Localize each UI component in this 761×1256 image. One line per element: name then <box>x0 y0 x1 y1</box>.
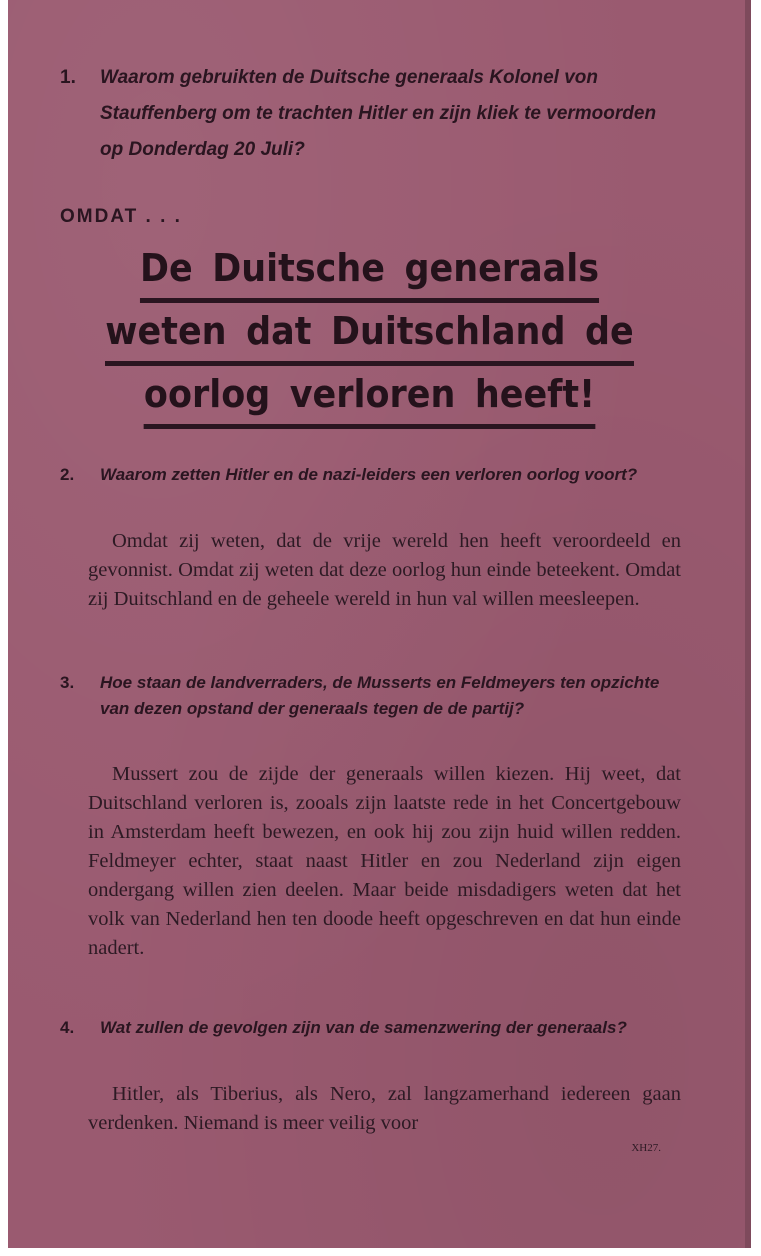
question-text: Hoe staan de landverraders, de Musserts en Feldmeyers ten opzichte van dezen opstand der generaals tegen de de partij? <box>100 673 660 718</box>
answer-2 <box>88 527 681 614</box>
answer-text: Omdat zij weten, dat de vrije wereld hen heeft veroordeeld en gevonnist. Omdat zij weten dat deze oorlog hun einde beteekent. Omdat zij Duitschland en de geheele wereld in hun val willen meesleepen. <box>88 530 681 610</box>
answer-text: Hitler, als Tiberius, als Nero, zal langzamerhand iedereen gaan verdenken. Niemand is meer veilig voor <box>88 1083 681 1134</box>
question-text: Waarom zetten Hitler en de nazi-leiders een verloren oorlog voort? <box>100 465 638 484</box>
question-1 <box>60 60 681 168</box>
headline <box>74 246 666 435</box>
question-number: 2. <box>60 465 75 484</box>
question-text: Waarom gebruikten de Duitsche generaals Kolonel von Stauffenberg om te trachten Hitler en zijn kliek te vermoorden op Donderdag 20 Juli? <box>100 67 657 160</box>
question-number: 3. <box>60 673 75 692</box>
leaflet-page <box>8 0 751 1248</box>
answer-text: Mussert zou de zijde der generaals willen kiezen. Hij weet, dat Duitschland verloren is, zooals zijn laatste rede in het Concertgebouw in Amsterdam heeft bewezen, en ook hij zou zijn huid willen redden. Feldmeyer echter, staat naast Hitler en zou Nederland zijn eigen ondergang willen zien deelen. Maar beide misdadigers weten dat het volk van Nederland hen ten doode heeft opgeschreven en dat hun einde nadert. <box>88 763 681 959</box>
question-4 <box>60 1015 681 1041</box>
answer-3 <box>88 760 681 963</box>
headline-line-3: oorlog verloren heeft! <box>144 372 595 429</box>
question-number: 1. <box>60 67 76 88</box>
leaflet-code: XH27. <box>631 1142 661 1154</box>
question-2 <box>60 462 681 488</box>
question-text: Wat zullen de gevolgen zijn van de samenzwering der generaals? <box>100 1018 627 1037</box>
answer-4 <box>88 1080 681 1138</box>
headline-line-1: De Duitsche generaals <box>140 246 599 303</box>
headline-line-2: weten dat Duitschland de <box>105 309 633 366</box>
omdat-label: OMDAT . . . <box>60 206 182 227</box>
question-3 <box>60 670 681 722</box>
question-number: 4. <box>60 1018 75 1037</box>
